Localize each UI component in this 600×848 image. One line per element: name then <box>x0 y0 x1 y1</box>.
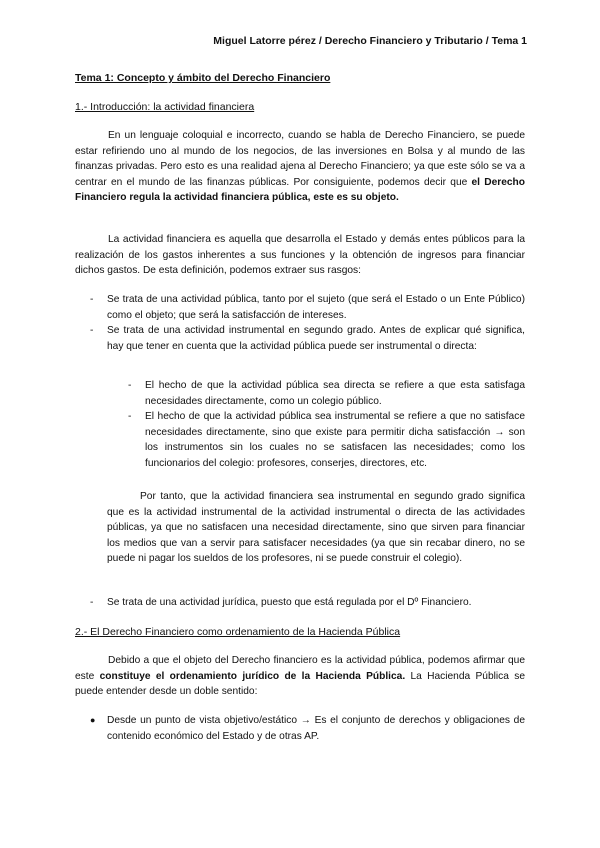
list-item-text: El hecho de que la actividad pública sea directa se refiere a que esta satisfaga necesidades directamente, como un colegio público. <box>145 380 525 407</box>
dash-bullet-icon: - <box>128 411 132 422</box>
section-1-paragraph-2: La actividad financiera es aquella que desarrolla el Estado y demás entes públicos para la realización de los gastos inherentes a sus funciones y la obtención de ingresos para financiar dichos gastos. De esta definición, podemos extraer sus rasgos: <box>75 234 525 276</box>
list-item <box>90 713 525 744</box>
section-1-list <box>90 292 525 354</box>
bullet-dot-icon: ● <box>90 715 96 725</box>
section-1-paragraph-1-bold: el Derecho Financiero regula la actividad financiera pública, este es su objeto. <box>75 176 526 203</box>
section-2-heading: 2.- El Derecho Financiero como ordenamiento de la Hacienda Pública <box>75 626 401 638</box>
list-item-text: Se trata de una actividad jurídica, puesto que está regulada por el Dº Financiero. <box>107 597 472 608</box>
dash-bullet-icon: - <box>90 325 94 336</box>
section-1-list-end <box>90 595 525 611</box>
dash-bullet-icon: - <box>90 597 94 608</box>
section-1-paragraph-3: Por tanto, que la actividad financiera sea instrumental en segundo grado significa que es la actividad instrumental de la actividad instrumental o directa de las actividades públicas, ya que no satisfacen una necesidad directamente, sino que sirven para financiar los medios que van a servir para satisfacer necesidades (ya que sin recabar dinero, no se puede ni pagar los sueldos de los profesores, ni se puede construir el colegio). <box>107 491 525 564</box>
section-1-sublist <box>128 378 525 471</box>
dash-bullet-icon: - <box>128 380 132 391</box>
section-2-paragraph-1-bold: constituye el ordenamiento jurídico de la Hacienda Pública. <box>99 670 406 682</box>
page-header: Miguel Latorre pérez / Derecho Financiero y Tributario / Tema 1 <box>213 35 527 47</box>
list-item-text: Se trata de una actividad instrumental en segundo grado. Antes de explicar qué significa, hay que tener en cuenta que la actividad pública puede ser instrumental o directa: <box>107 325 525 352</box>
list-item <box>90 323 525 354</box>
section-1-heading: 1.- Introducción: la actividad financiera <box>75 101 255 113</box>
section-2-paragraph-1-text-a: Debido a que el objeto del Derecho financiero es la actividad pública, podemos afirmar que este <box>75 655 525 682</box>
document-title: Tema 1: Concepto y ámbito del Derecho Financiero <box>75 72 331 84</box>
list-item <box>128 378 525 409</box>
list-item <box>90 292 525 323</box>
dash-bullet-icon: - <box>90 294 94 305</box>
list-item <box>90 595 525 611</box>
section-2-paragraph-1-text-b: La Hacienda Pública se puede entender desde un doble sentido: <box>75 670 525 697</box>
section-2-paragraph-1 <box>75 653 525 700</box>
section-2-list <box>90 713 525 744</box>
list-item <box>128 409 525 471</box>
list-item-text: El hecho de que la actividad pública sea instrumental se refiere a que no satisface necesidades directamente, sino que existe para permitir dicha satisfacción → son los instrumentos sin los cuales no se satisfacen las necesidades; como los funcionarios del colegio: profesores, conserjes, directores, etc. <box>145 411 525 469</box>
list-item-text: Desde un punto de vista objetivo/estático → Es el conjunto de derechos y obligaciones de contenido económico del Estado y de otras AP. <box>107 715 525 742</box>
list-item-text: Se trata de una actividad pública, tanto por el sujeto (que será el Estado o un Ente Público) como el objeto; que será la satisfacción de intereses. <box>107 294 525 321</box>
section-1-paragraph-1-text: En un lenguaje coloquial e incorrecto, cuando se habla de Derecho Financiero, se puede estar refiriendo uno al mundo de los negocios, de las inversiones en Bolsa y al mundo de las finanzas privadas. Pero esto es una realidad ajena al Derecho Financiero; ya que este sólo se va a centrar en el mundo de las finanzas públicas. Por consiguiente, podemos decir que <box>75 130 525 188</box>
section-1-paragraph-1 <box>75 128 525 206</box>
